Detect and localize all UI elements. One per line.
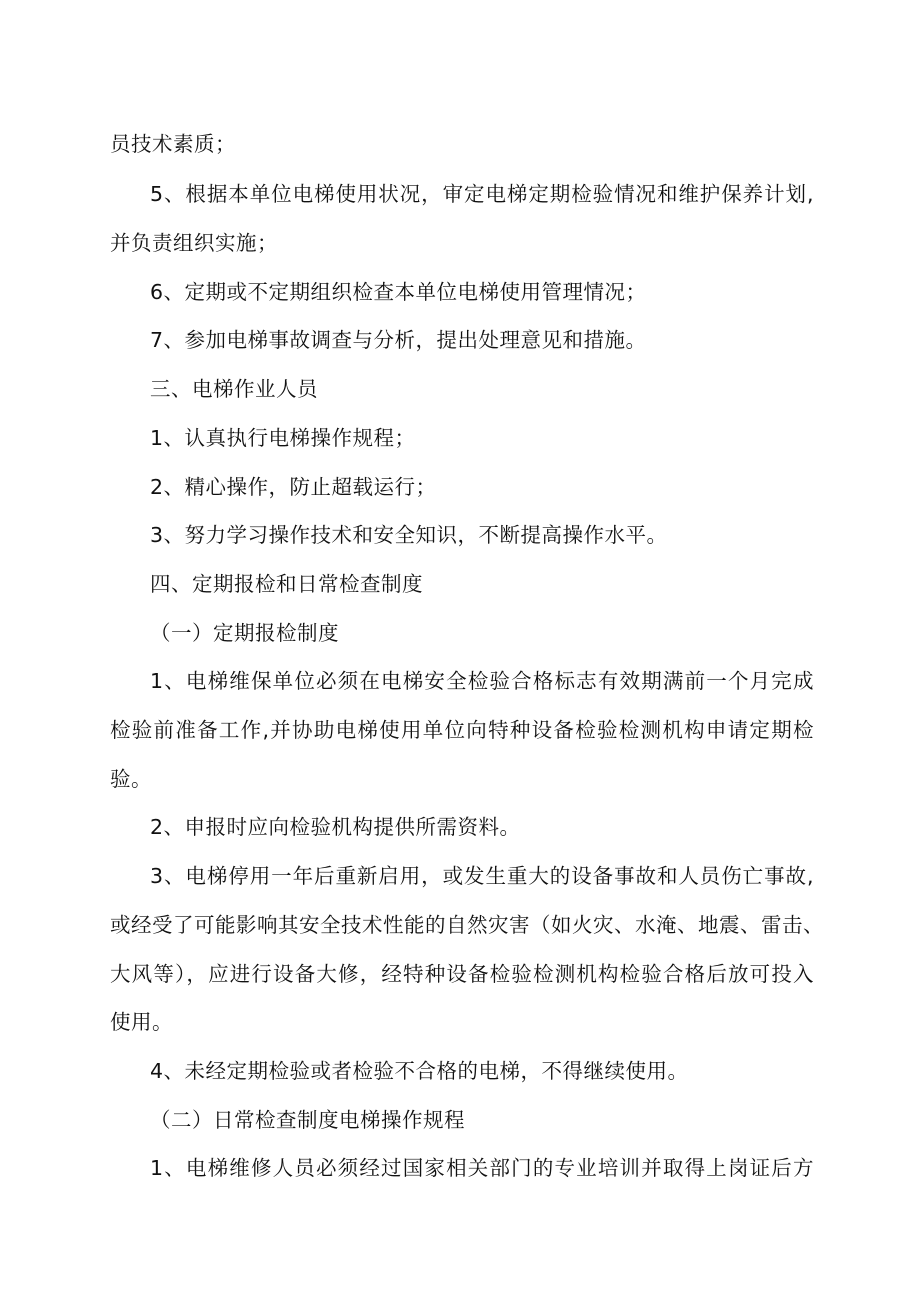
- section-heading: 三、电梯作业人员: [150, 377, 318, 401]
- paragraph-line: 3、电梯停用一年后重新启用，或发生重大的设备事故和人员伤亡事故,: [150, 864, 814, 888]
- subsection-heading: （一）定期报检制度: [150, 621, 339, 645]
- subsection-heading: （二）日常检查制度电梯操作规程: [150, 1108, 465, 1132]
- paragraph-line: 7、参加电梯事故调查与分析，提出处理意见和措施。: [150, 328, 647, 352]
- paragraph-line: 2、精心操作，防止超载运行；: [150, 475, 437, 499]
- paragraph-line: 检验前准备工作,并协助电梯使用单位向特种设备检验检测机构申请定期检: [110, 718, 814, 742]
- paragraph-line: 使用。: [110, 1010, 173, 1034]
- paragraph-line: 4、未经定期检验或者检验不合格的电梯，不得继续使用。: [150, 1059, 689, 1083]
- paragraph-line: 1、认真执行电梯操作规程；: [150, 426, 416, 450]
- section-heading: 四、定期报检和日常检查制度: [150, 572, 423, 596]
- paragraph-line: 1、电梯维保单位必须在电梯安全检验合格标志有效期满前一个月完成: [150, 669, 814, 693]
- paragraph-line: 或经受了可能影响其安全技术性能的自然灾害（如火灾、水淹、地震、雷击、: [110, 913, 824, 937]
- paragraph-line: 2、申报时应向检验机构提供所需资料。: [150, 815, 521, 839]
- paragraph-line: 5、根据本单位电梯使用状况，审定电梯定期检验情况和维护保养计划,: [150, 182, 814, 206]
- paragraph-line: 并负责组织实施；: [110, 231, 278, 255]
- paragraph-line: 验。: [110, 767, 152, 791]
- paragraph-line: 大风等），应进行设备大修，经特种设备检验检测机构检验合格后放可投入: [110, 962, 814, 986]
- paragraph-line: 员技术素质；: [110, 132, 236, 156]
- paragraph-line: 3、努力学习操作技术和安全知识，不断提高操作水平。: [150, 523, 668, 547]
- paragraph-line: 1、电梯维修人员必须经过国家相关部门的专业培训并取得上岗证后方: [150, 1156, 814, 1180]
- paragraph-line: 6、定期或不定期组织检查本单位电梯使用管理情况；: [150, 280, 647, 304]
